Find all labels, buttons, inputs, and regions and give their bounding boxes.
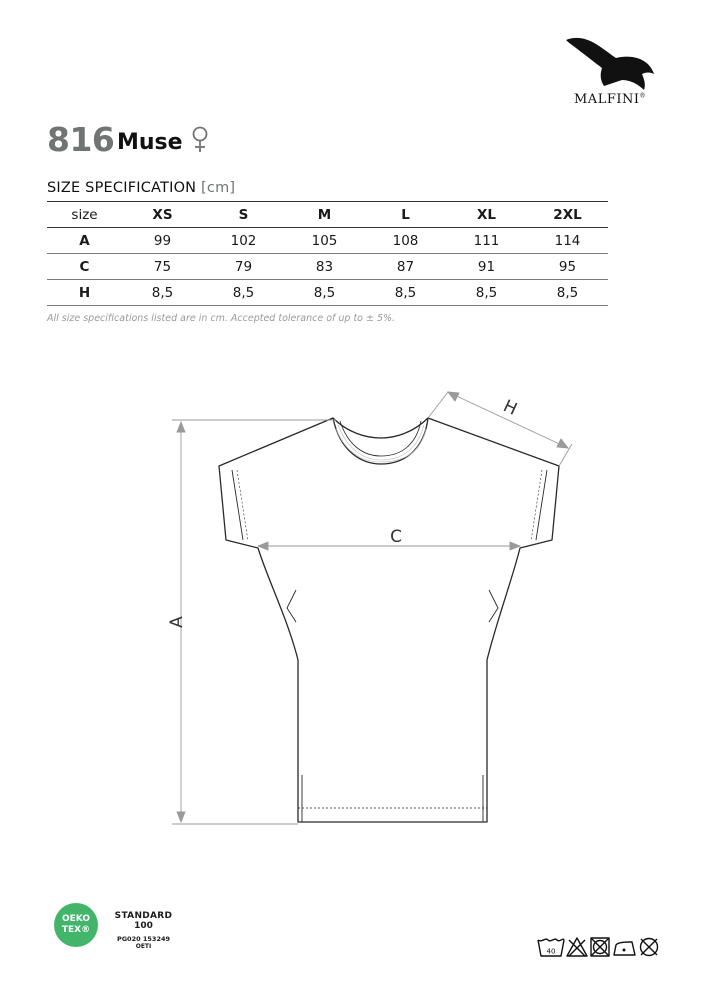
header-cell: XS bbox=[122, 202, 203, 228]
row-label: A bbox=[47, 228, 122, 254]
garment-outline bbox=[219, 418, 559, 822]
garment-technical-drawing bbox=[0, 370, 707, 850]
table-cell: 83 bbox=[284, 254, 365, 280]
row-label: C bbox=[47, 254, 122, 280]
header-cell: S bbox=[203, 202, 284, 228]
garment-collar bbox=[333, 418, 428, 464]
table-row bbox=[47, 254, 608, 280]
brand-logo bbox=[560, 34, 660, 114]
table-cell: 8,5 bbox=[446, 280, 527, 306]
do-not-bleach-icon bbox=[567, 938, 587, 956]
product-code: 816 bbox=[47, 120, 115, 159]
table-header-row bbox=[47, 202, 608, 228]
label-a: A bbox=[167, 616, 187, 628]
table-row bbox=[47, 280, 608, 306]
table-cell: 114 bbox=[527, 228, 608, 254]
oeko-tex-label: STANDARD 100 PG020 153249 OETI bbox=[114, 911, 173, 950]
label-c: C bbox=[390, 527, 402, 547]
table-cell: 79 bbox=[203, 254, 284, 280]
table-cell: 75 bbox=[122, 254, 203, 280]
svg-text:40: 40 bbox=[546, 947, 556, 956]
table-cell: 8,5 bbox=[527, 280, 608, 306]
table-cell: 108 bbox=[365, 228, 446, 254]
header-cell: M bbox=[284, 202, 365, 228]
table-cell: 102 bbox=[203, 228, 284, 254]
eagle-logo-icon bbox=[564, 34, 656, 92]
table-cell: 91 bbox=[446, 254, 527, 280]
do-not-dry-clean-icon bbox=[641, 939, 658, 956]
label-h: H bbox=[499, 396, 521, 420]
header-cell: L bbox=[365, 202, 446, 228]
product-name: Muse bbox=[117, 130, 183, 155]
brand-name: MALFINI® bbox=[574, 92, 646, 107]
tolerance-note: All size specifications listed are in cm. Accepted tolerance of up to ± 5%. bbox=[47, 313, 396, 324]
female-symbol-icon bbox=[189, 125, 211, 155]
oeko-tex-badge: OEKO TEX® bbox=[54, 903, 98, 947]
iron-low-icon bbox=[614, 942, 635, 955]
table-cell: 111 bbox=[446, 228, 527, 254]
table-cell: 99 bbox=[122, 228, 203, 254]
table-cell: 8,5 bbox=[122, 280, 203, 306]
care-symbols bbox=[536, 932, 668, 962]
table-cell: 87 bbox=[365, 254, 446, 280]
table-cell: 95 bbox=[527, 254, 608, 280]
header-cell: 2XL bbox=[527, 202, 608, 228]
table-cell: 8,5 bbox=[284, 280, 365, 306]
table-cell: 8,5 bbox=[203, 280, 284, 306]
do-not-tumble-dry-icon bbox=[591, 938, 609, 956]
table-row bbox=[47, 228, 608, 254]
spec-heading: SIZE SPECIFICATION [cm] bbox=[47, 180, 236, 196]
header-cell: XL bbox=[446, 202, 527, 228]
row-label: H bbox=[47, 280, 122, 306]
size-table bbox=[47, 201, 608, 306]
table-cell: 105 bbox=[284, 228, 365, 254]
table-cell: 8,5 bbox=[365, 280, 446, 306]
header-cell: size bbox=[47, 202, 122, 228]
